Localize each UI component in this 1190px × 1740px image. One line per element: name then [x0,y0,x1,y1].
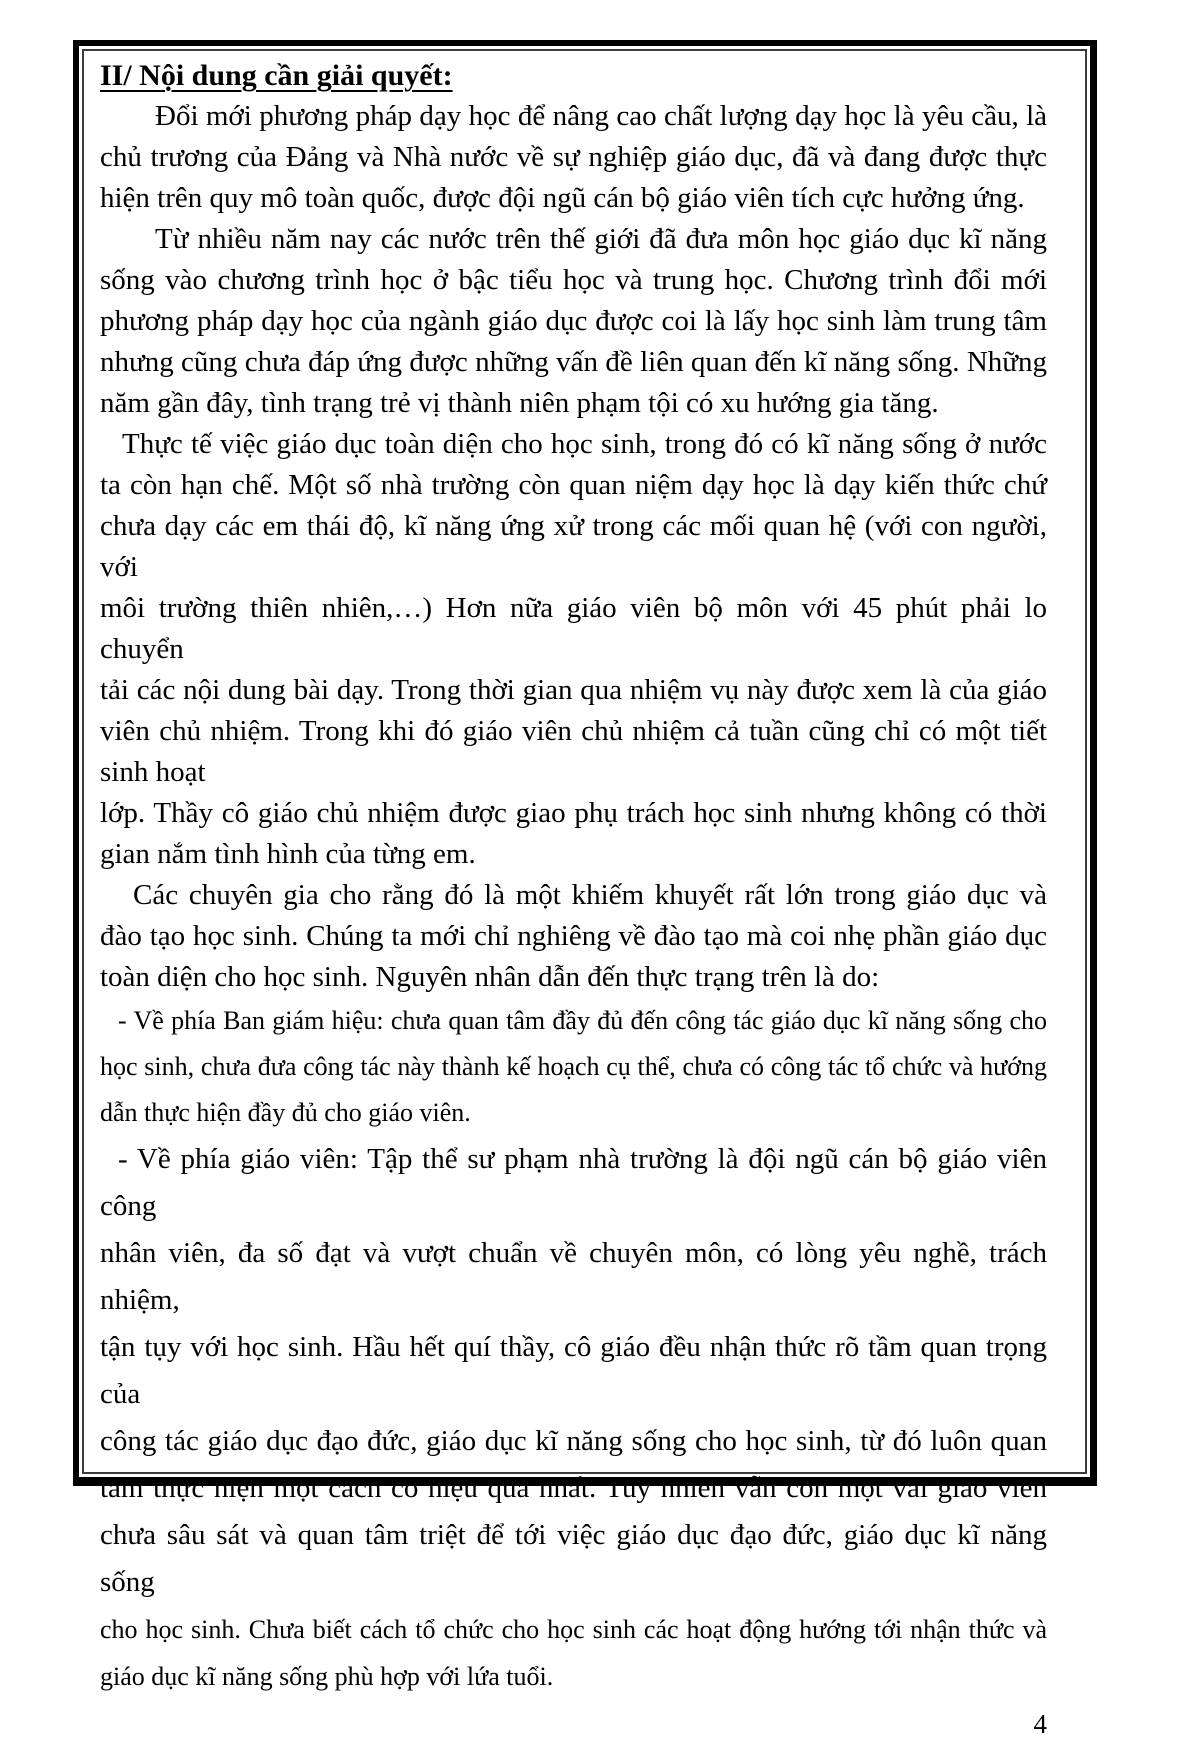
text-line: năm gần đây, tình trạng trẻ vị thành niên phạm tội có xu hướng gia tăng. [100,387,939,419]
text-line: tâm thực hiện một cách có hiệu quả nhất. Tuy nhiên vẫn còn một vài giáo viên [100,1472,1047,1504]
text-line: chủ trương của Đảng và Nhà nước về sự nghiệp giáo dục, đã và đang được thực [100,141,1047,173]
text-line: Từ nhiều năm nay các nước trên thế giới đã đưa môn học giáo dục kĩ năng [155,223,1047,255]
text-line: đào tạo học sinh. Chúng ta mới chỉ nghiêng về đào tạo mà coi nhẹ phần giáo dục [100,920,1047,952]
text-line: viên chủ nhiệm. Trong khi đó giáo viên chủ nhiệm cả tuần cũng chỉ có một tiết [100,715,1047,747]
paragraph [100,96,1047,219]
text-line: toàn diện cho học sinh. Nguyên nhân dẫn đến thực trạng trên là do: [100,961,880,993]
text-line: ta còn hạn chế. Một số nhà trường còn quan niệm dạy học là dạy kiến thức chứ [100,469,1047,501]
text-line: giáo dục kĩ năng sống phù hợp với lứa tuổi. [100,1662,554,1691]
text-line: môi trường thiên nhiên,…) Hơn nữa giáo viên bộ môn với 45 phút phải lo chuyển [100,592,1047,665]
section-title: II/ Nội dung cần giải quyết: [100,59,453,92]
page-number: 4 [1033,1709,1047,1739]
text-line: chưa dạy các em thái độ, kĩ năng ứng xử trong các mối quan hệ (với con người, với [100,510,1047,583]
text-line: sống vào chương trình học ở bậc tiểu học và trung học. Chương trình đổi mới [100,264,1047,296]
text-line: học sinh, chưa đưa công tác này thành kế hoạch cụ thể, chưa có công tác tổ chức và hướng [100,1052,1047,1081]
text-line: gian nắm tình hình của từng em. [100,838,476,870]
text-line: tải các nội dung bài dạy. Trong thời gian qua nhiệm vụ này được xem là của giáo [100,674,1047,706]
text-line: cho học sinh. Chưa biết cách tổ chức cho học sinh các hoạt động hướng tới nhận thức và [100,1615,1047,1644]
text-line: Thực tế việc giáo dục toàn diện cho học sinh, trong đó có kĩ năng sống ở nước [122,428,1047,460]
text-line: - Về phía giáo viên: Tập thể sư phạm nhà trường là đội ngũ cán bộ giáo viên công [100,1143,1047,1222]
text-line: lớp. Thầy cô giáo chủ nhiệm được giao phụ trách học sinh nhưng không có thời [100,797,1047,829]
text-line: hiện trên quy mô toàn quốc, được đội ngũ cán bộ giáo viên tích cực hưởng ứng. [100,182,1025,214]
text-line: dẫn thực hiện đầy đủ cho giáo viên. [100,1098,471,1127]
paragraph [100,1136,1047,1700]
paragraph [100,998,1047,1136]
text-line: tận tụy với học sinh. Hầu hết quí thầy, cô giáo đều nhận thức rõ tầm quan trọng của [100,1331,1047,1410]
text-line: - Về phía Ban giám hiệu: chưa quan tâm đầy đủ đến công tác giáo dục kĩ năng sống cho [118,1006,1047,1035]
text-line: phương pháp dạy học của ngành giáo dục được coi là lấy học sinh làm trung tâm [100,305,1047,337]
text-line: Các chuyên gia cho rằng đó là một khiếm khuyết rất lớn trong giáo dục và [133,879,1047,911]
text-line: sinh hoạt [100,756,206,788]
document-content [84,51,1085,1739]
text-line: Đổi mới phương pháp dạy học để nâng cao chất lượng dạy học là yêu cầu, là [155,100,1047,132]
text-line: công tác giáo dục đạo đức, giáo dục kĩ năng sống cho học sinh, từ đó luôn quan [100,1425,1047,1457]
text-line: chưa sâu sát và quan tâm triệt để tới việc giáo dục đạo đức, giáo dục kĩ năng sống [100,1519,1047,1598]
paragraph [100,424,1047,875]
page-border-inner [82,49,1087,1739]
page-border-frame [73,40,1097,1739]
paragraph [100,875,1047,998]
paragraphs [100,96,1047,1700]
text-line: nhân viên, đa số đạt và vượt chuẩn về chuyên môn, có lòng yêu nghề, trách nhiệm, [100,1237,1047,1316]
text-line: nhưng cũng chưa đáp ứng được những vấn đề liên quan đến kĩ năng sống. Những [100,346,1047,378]
paragraph [100,219,1047,424]
